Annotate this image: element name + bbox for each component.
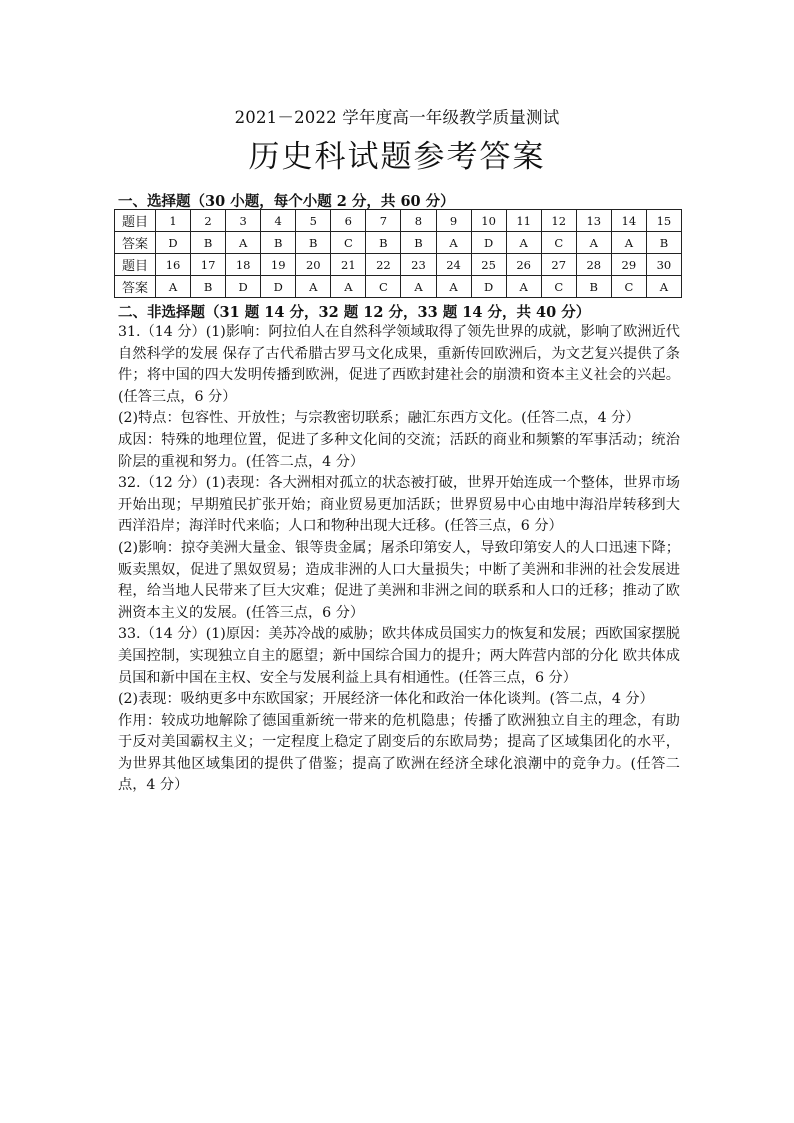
question-number: 12 [541, 210, 576, 232]
answer-cell: D [261, 276, 296, 298]
question-number: 10 [471, 210, 506, 232]
question-number: 11 [506, 210, 541, 232]
question-number: 6 [331, 210, 366, 232]
answer-paragraph: 成因：特殊的地理位置，促进了多种文化间的交流；活跃的商业和频繁的军事活动；统治阶层的重视和努力。(任答二点，4 分） [118, 431, 680, 470]
exam-subtitle: 2021－2022 学年度高一年级教学质量测试 [234, 108, 560, 127]
question-number: 16 [156, 254, 191, 276]
answer-cell: B [401, 232, 436, 254]
answer-cell: A [401, 276, 436, 298]
answer-paragraph: 作用：较成功地解除了德国重新统一带来的危机隐患；传播了欧洲独立自主的理念，有助于反对美国霸权主义；一定程度上稳定了剧变后的东欧局势；提高了区域集团化的水平，为世界其他区域集团的提供了借鉴；提高了欧洲在经济全球化浪潮中的竞争力。(任答二点，4 分） [118, 712, 680, 794]
answer-cell: D [156, 232, 191, 254]
question-number: 1 [156, 210, 191, 232]
question-number: 27 [541, 254, 576, 276]
question-number: 3 [226, 210, 261, 232]
answer-cell: C [611, 276, 646, 298]
row-label: 题目 [115, 254, 156, 276]
answer-cell: A [156, 276, 191, 298]
question-number: 14 [611, 210, 646, 232]
question-number: 9 [436, 210, 471, 232]
question-row-1 [115, 210, 682, 232]
answer-paragraph: (2)表现：吸纳更多中东欧国家；开展经济一体化和政治一体化谈判。(答二点，4 分） [118, 691, 654, 708]
answer-cell: B [191, 232, 226, 254]
question-number: 15 [646, 210, 681, 232]
answer-cell: A [506, 232, 541, 254]
answer-paragraph: (2)特点：包容性、开放性；与宗教密切联系；融汇东西方文化。(任答二点，4 分） [118, 410, 640, 427]
answer-cell: A [296, 276, 331, 298]
answer-cell: C [541, 232, 576, 254]
answer-cell: B [261, 232, 296, 254]
answer-cell: B [576, 276, 611, 298]
question-number: 8 [401, 210, 436, 232]
question-number: 26 [506, 254, 541, 276]
row-label: 答案 [115, 232, 156, 254]
answer-cell: C [541, 276, 576, 298]
answer-cell: A [436, 232, 471, 254]
question-number: 24 [436, 254, 471, 276]
page-title: 历史科试题参考答案 [248, 139, 546, 175]
question-number: 13 [576, 210, 611, 232]
answer-cell: A [331, 276, 366, 298]
question-number: 29 [611, 254, 646, 276]
row-label: 题目 [115, 210, 156, 232]
answer-cell: C [331, 232, 366, 254]
question-number: 20 [296, 254, 331, 276]
answer-row-1 [115, 232, 682, 254]
answer-cell: D [471, 232, 506, 254]
question-number: 4 [261, 210, 296, 232]
question-number: 5 [296, 210, 331, 232]
section2-heading: 二、非选择题（31 题 14 分，32 题 12 分，33 题 14 分，共 40 分） [118, 304, 591, 321]
answer-body [118, 322, 680, 797]
answer-cell: D [471, 276, 506, 298]
question-number: 7 [366, 210, 401, 232]
question-number: 2 [191, 210, 226, 232]
answer-cell: A [226, 232, 261, 254]
question-number: 18 [226, 254, 261, 276]
answer-paragraph: 31.（14 分）(1)影响：阿拉伯人在自然科学领域取得了领先世界的成就，影响了欧洲近代自然科学的发展 保存了古代希腊古罗马文化成果，重新传回欧洲后，为文艺复兴提供了条件；将中国的四大发明传播到欧洲，促进了西欧封建社会的崩溃和资本主义社会的兴起。(任答三点，6 分） [118, 324, 680, 405]
question-number: 22 [366, 254, 401, 276]
answer-paragraph: 32.（12 分）(1)表现：各大洲相对孤立的状态被打破，世界开始连成一个整体，世界市场开始出现；早期殖民扩张开始；商业贸易更加活跃；世界贸易中心由地中海沿岸转移到大西洋沿岸；海洋时代来临；人口和物种出现大迁移。(任答三点，6 分） [118, 475, 680, 535]
question-number: 25 [471, 254, 506, 276]
question-number: 30 [646, 254, 681, 276]
question-number: 19 [261, 254, 296, 276]
answer-cell: B [191, 276, 226, 298]
answer-cell: A [576, 232, 611, 254]
answer-paragraph: (2)影响：掠夺美洲大量金、银等贵金属；屠杀印第安人，导致印第安人的人口迅速下降；贩卖黑奴，促进了黑奴贸易；造成非洲的人口大量损失；中断了美洲和非洲的社会发展进程，给当地人民带来了巨大灾难；促进了美洲和非洲之间的联系和人口的迁移；推动了欧洲资本主义的发展。(任答三点，6 分） [118, 539, 680, 621]
answer-cell: B [366, 232, 401, 254]
answer-cell: C [366, 276, 401, 298]
question-number: 21 [331, 254, 366, 276]
answer-cell: D [226, 276, 261, 298]
answer-cell: A [646, 276, 681, 298]
question-number: 23 [401, 254, 436, 276]
answer-cell: A [506, 276, 541, 298]
answer-cell: B [296, 232, 331, 254]
question-number: 28 [576, 254, 611, 276]
answer-paragraph: 33.（14 分）(1)原因：美苏冷战的威胁；欧共体成员国实力的恢复和发展；西欧国家摆脱美国控制，实现独立自主的愿望；新中国综合国力的提升；两大阵营内部的分化 欧共体成员国和新中国在主权、安全与发展利益上具有相通性。(任答三点，6 分） [118, 626, 680, 686]
question-number: 17 [191, 254, 226, 276]
answer-cell: A [611, 232, 646, 254]
answer-row-2 [115, 276, 682, 298]
answer-table [114, 209, 682, 298]
answer-cell: A [436, 276, 471, 298]
section1-heading: 一、选择题（30 小题，每个小题 2 分，共 60 分） [118, 193, 455, 210]
row-label: 答案 [115, 276, 156, 298]
answer-cell: B [646, 232, 681, 254]
question-row-2 [115, 254, 682, 276]
